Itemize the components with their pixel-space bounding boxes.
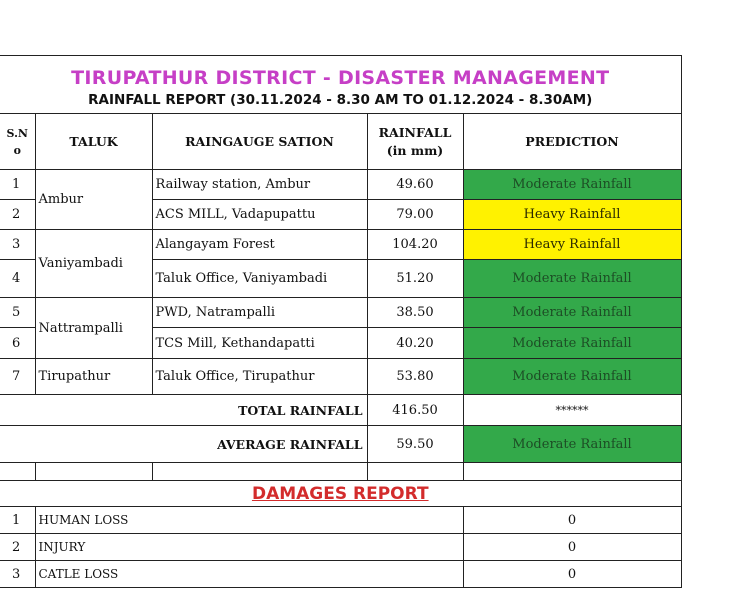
damage-row <box>0 507 681 534</box>
taluk-cell-nattrampalli: Nattrampalli <box>35 298 152 359</box>
table-row <box>0 170 681 200</box>
average-prediction-cell: Moderate Rainfall <box>463 426 681 463</box>
prediction-cell: Moderate Rainfall <box>463 170 681 200</box>
row-sno: 7 <box>0 359 35 395</box>
average-row <box>0 426 681 463</box>
damage-sno: 1 <box>0 507 35 534</box>
empty-cell <box>367 463 463 481</box>
total-rainfall-label: TOTAL RAINFALL <box>0 395 367 426</box>
station-cell: Taluk Office, Vaniyambadi <box>152 260 367 298</box>
damage-value: 0 <box>463 534 681 561</box>
total-rainfall-value: 416.50 <box>367 395 463 426</box>
rainfall-cell: 38.50 <box>367 298 463 328</box>
damage-row <box>0 561 681 588</box>
rainfall-cell: 40.20 <box>367 328 463 359</box>
prediction-cell: Heavy Rainfall <box>463 200 681 230</box>
report-title-block <box>0 56 681 114</box>
column-header-row <box>0 114 681 170</box>
header-prediction: PREDICTION <box>463 114 681 170</box>
row-sno: 5 <box>0 298 35 328</box>
station-cell: Taluk Office, Tirupathur <box>152 359 367 395</box>
damage-row <box>0 534 681 561</box>
damage-label: HUMAN LOSS <box>35 507 463 534</box>
damage-value: 0 <box>463 507 681 534</box>
header-taluk: TALUK <box>35 114 152 170</box>
damage-label: INJURY <box>35 534 463 561</box>
taluk-cell-ambur: Ambur <box>35 170 152 230</box>
header-sno <box>0 114 35 170</box>
header-rainfall-line1: RAINFALL <box>378 124 452 140</box>
station-cell: Alangayam Forest <box>152 230 367 260</box>
total-prediction-cell: ****** <box>463 395 681 426</box>
prediction-cell: Moderate Rainfall <box>463 260 681 298</box>
row-sno: 2 <box>0 200 35 230</box>
row-sno: 6 <box>0 328 35 359</box>
damages-title-row <box>0 481 681 507</box>
prediction-cell: Moderate Rainfall <box>463 298 681 328</box>
prediction-cell: Moderate Rainfall <box>463 359 681 395</box>
damage-sno: 3 <box>0 561 35 588</box>
empty-row <box>0 463 681 481</box>
header-rainfall-line2: (in mm) <box>386 142 444 158</box>
damages-report-title: DAMAGES REPORT <box>0 481 681 507</box>
rainfall-report-sheet <box>0 55 681 588</box>
taluk-cell-tirupathur: Tirupathur <box>35 359 152 395</box>
empty-cell <box>152 463 367 481</box>
row-sno: 3 <box>0 230 35 260</box>
report-subtitle: RAINFALL REPORT (30.11.2024 - 8.30 AM TO 01.12.2024 - 8.30AM) <box>88 91 593 108</box>
empty-cell <box>0 463 35 481</box>
station-cell: PWD, Natrampalli <box>152 298 367 328</box>
table-row <box>0 230 681 260</box>
row-sno: 4 <box>0 260 35 298</box>
title-row <box>0 56 681 114</box>
prediction-cell: Moderate Rainfall <box>463 328 681 359</box>
damage-value: 0 <box>463 561 681 588</box>
prediction-cell: Heavy Rainfall <box>463 230 681 260</box>
header-rainfall <box>367 114 463 170</box>
table-row <box>0 359 681 395</box>
rainfall-cell: 51.20 <box>367 260 463 298</box>
page-title: TIRUPATHUR DISTRICT - DISASTER MANAGEMENT <box>71 66 610 89</box>
header-station: RAINGAUGE SATION <box>152 114 367 170</box>
empty-cell <box>463 463 681 481</box>
damage-sno: 2 <box>0 534 35 561</box>
damage-label: CATLE LOSS <box>35 561 463 588</box>
station-cell: ACS MILL, Vadapupattu <box>152 200 367 230</box>
station-cell: TCS Mill, Kethandapatti <box>152 328 367 359</box>
station-cell: Railway station, Ambur <box>152 170 367 200</box>
average-rainfall-label: AVERAGE RAINFALL <box>0 426 367 463</box>
average-rainfall-value: 59.50 <box>367 426 463 463</box>
header-sno-line1: S.N <box>6 126 28 140</box>
table-row <box>0 298 681 328</box>
total-row <box>0 395 681 426</box>
rainfall-cell: 49.60 <box>367 170 463 200</box>
rainfall-cell: 79.00 <box>367 200 463 230</box>
rainfall-table <box>0 55 682 588</box>
empty-cell <box>35 463 152 481</box>
row-sno: 1 <box>0 170 35 200</box>
rainfall-cell: 104.20 <box>367 230 463 260</box>
rainfall-cell: 53.80 <box>367 359 463 395</box>
taluk-cell-vaniyambadi: Vaniyambadi <box>35 230 152 298</box>
header-sno-line2: o <box>13 143 21 157</box>
